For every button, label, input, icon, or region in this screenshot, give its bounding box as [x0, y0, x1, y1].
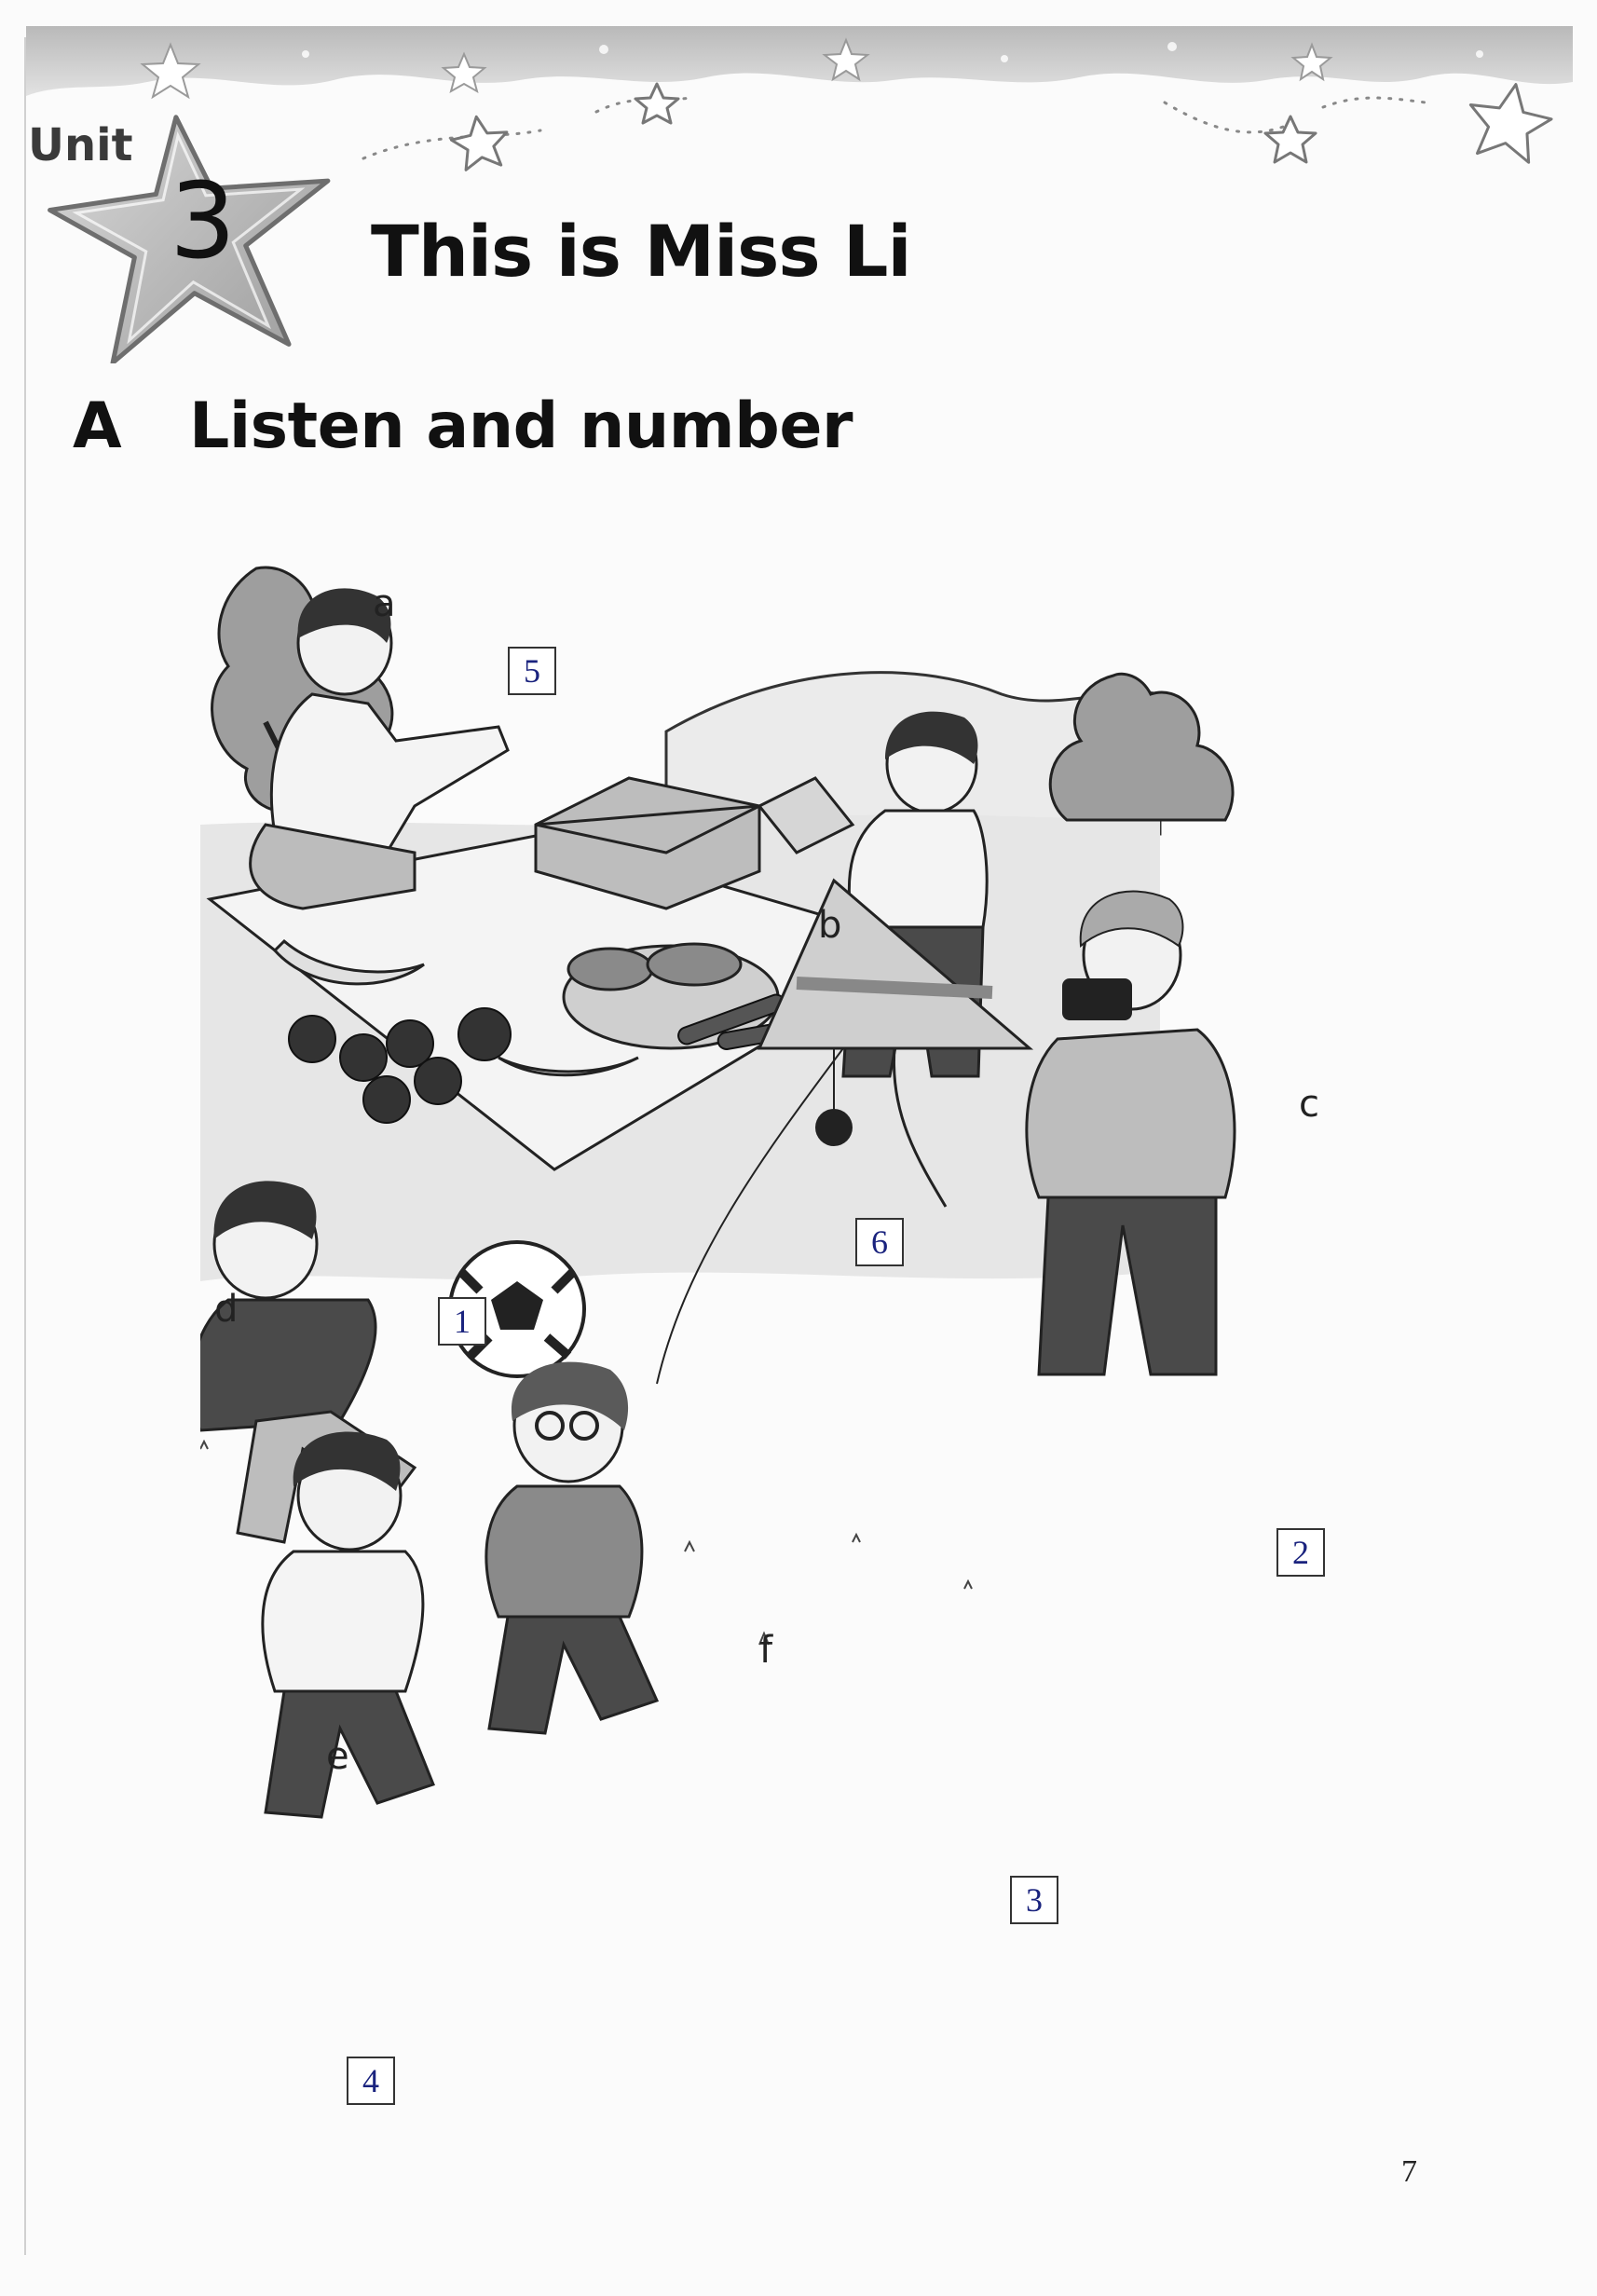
unit-label: Unit [28, 119, 133, 171]
answer-box-c[interactable]: 2 [1276, 1528, 1325, 1577]
label-c: c [1299, 1083, 1319, 1126]
girl-figure-f [486, 1362, 657, 1733]
bush-right [1050, 674, 1233, 820]
answer-box-a[interactable]: 5 [508, 647, 556, 695]
answer-box-b[interactable]: 6 [855, 1218, 904, 1266]
picnic-park-illustration [200, 554, 1365, 2129]
answer-box-d[interactable]: 1 [438, 1297, 486, 1346]
answer-box-f[interactable]: 3 [1010, 1876, 1058, 1924]
label-f: f [759, 1629, 773, 1672]
page-edge-line [24, 37, 26, 2255]
unit-title: This is Miss Li [371, 210, 911, 293]
page-number: 7 [1401, 2154, 1417, 2189]
label-e: e [326, 1735, 349, 1778]
answer-box-e[interactable]: 4 [347, 2057, 395, 2105]
label-a: a [373, 582, 396, 625]
decorative-star-trail [354, 65, 1565, 224]
label-b: b [818, 904, 842, 947]
section-letter: A [73, 390, 122, 463]
section-title: Listen and number [189, 390, 853, 463]
unit-number: 3 [170, 161, 237, 282]
label-d: d [214, 1288, 239, 1331]
